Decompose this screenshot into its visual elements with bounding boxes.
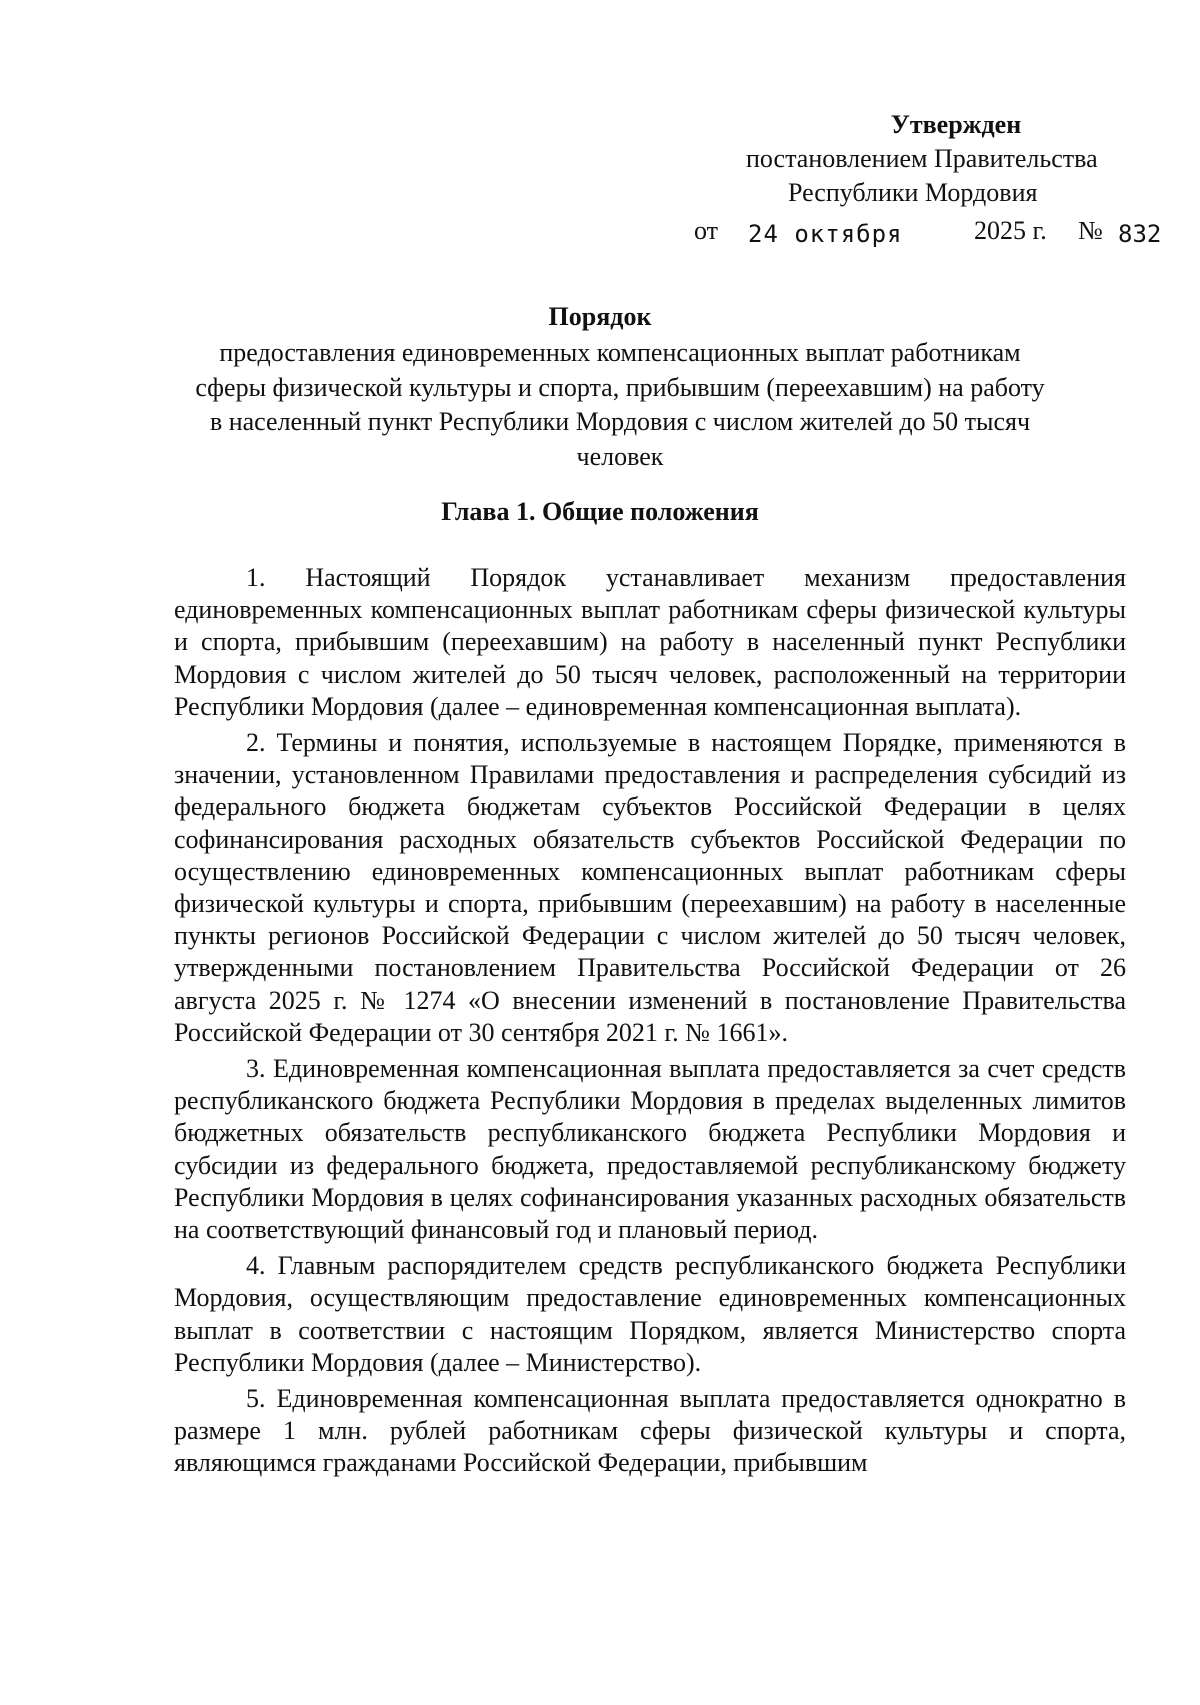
number-sign: №	[1078, 216, 1103, 245]
paragraph-4: 4. Главным распорядителем средств республиканского бюджета Республики Мордовия, осуществляющим предоставление единовременных компенсационных выплат в соответствии с настоящим Порядком, является Министерство спорта Республики Мордовия (далее – Министерство).	[174, 1251, 1126, 1377]
approval-line-1: постановлением Правительства	[746, 144, 1098, 173]
approval-date-line	[694, 214, 1162, 252]
approval-date: 24 октября	[748, 220, 903, 248]
document-body	[174, 562, 1126, 1484]
document-subtitle: предоставления единовременных компенсационных выплат работникам сферы физической культуры и спорта, прибывшим (переехавшим) на работу в населенный пункт Республики Мордовия с числом жителей до 50 тысяч человек	[195, 338, 1045, 471]
paragraph-3: 3. Единовременная компенсационная выплата предоставляется за счет средств республиканского бюджета Республики Мордовия в пределах выделенных лимитов бюджетных обязательств республиканского бюджета Республики Мордовия и субсидии из федерального бюджета, предоставляемой республиканскому бюджету Республики Мордовия в целях софинансирования указанных расходных обязательств на соответствующий финансовый год и плановый период.	[174, 1054, 1126, 1245]
approval-heading: Утвержден	[890, 110, 1022, 139]
approval-number: 832	[1118, 220, 1162, 248]
chapter-heading: Глава 1. Общие положения	[441, 497, 759, 526]
approval-year: 2025 г.	[974, 216, 1047, 245]
paragraph-2: 2. Термины и понятия, используемые в настоящем Порядке, применяются в значении, установленном Правилами предоставления и распределения субсидий из федерального бюджета бюджетам субъектов Российской Федерации в целях софинансирования расходных обязательств субъектов Российской Федерации по осуществлению единовременных компенсационных выплат работникам сферы физической культуры и спорта, прибывшим (переехавшим) на работу в населенные пункты регионов Российской Федерации с числом жителей до 50 тысяч человек, утвержденными постановлением Правительства Российской Федерации от 26 августа 2025 г. № 1274 «О внесении изменений в постановление Правительства Российской Федерации от 30 сентября 2021 г. № 1661».	[174, 728, 1126, 1047]
paragraph-1: 1. Настоящий Порядок устанавливает механизм предоставления единовременных компенсационных выплат работникам сферы физической культуры и спорта, прибывшим (переехавшим) на работу в населенный пункт Республики Мордовия с числом жителей до 50 тысяч человек, расположенный на территории Республики Мордовия (далее – единовременная компенсационная выплата).	[174, 563, 1126, 721]
date-prefix: от	[694, 216, 719, 245]
document-title: Порядок	[548, 302, 652, 331]
paragraph-5: 5. Единовременная компенсационная выплата предоставляется однократно в размере 1 млн. рублей работникам сферы физической культуры и спорта, являющимся гражданами Российской Федерации, прибывшим	[174, 1384, 1126, 1478]
approval-stamp-block	[694, 108, 1162, 252]
approval-line-2: Республики Мордовия	[788, 178, 1038, 207]
